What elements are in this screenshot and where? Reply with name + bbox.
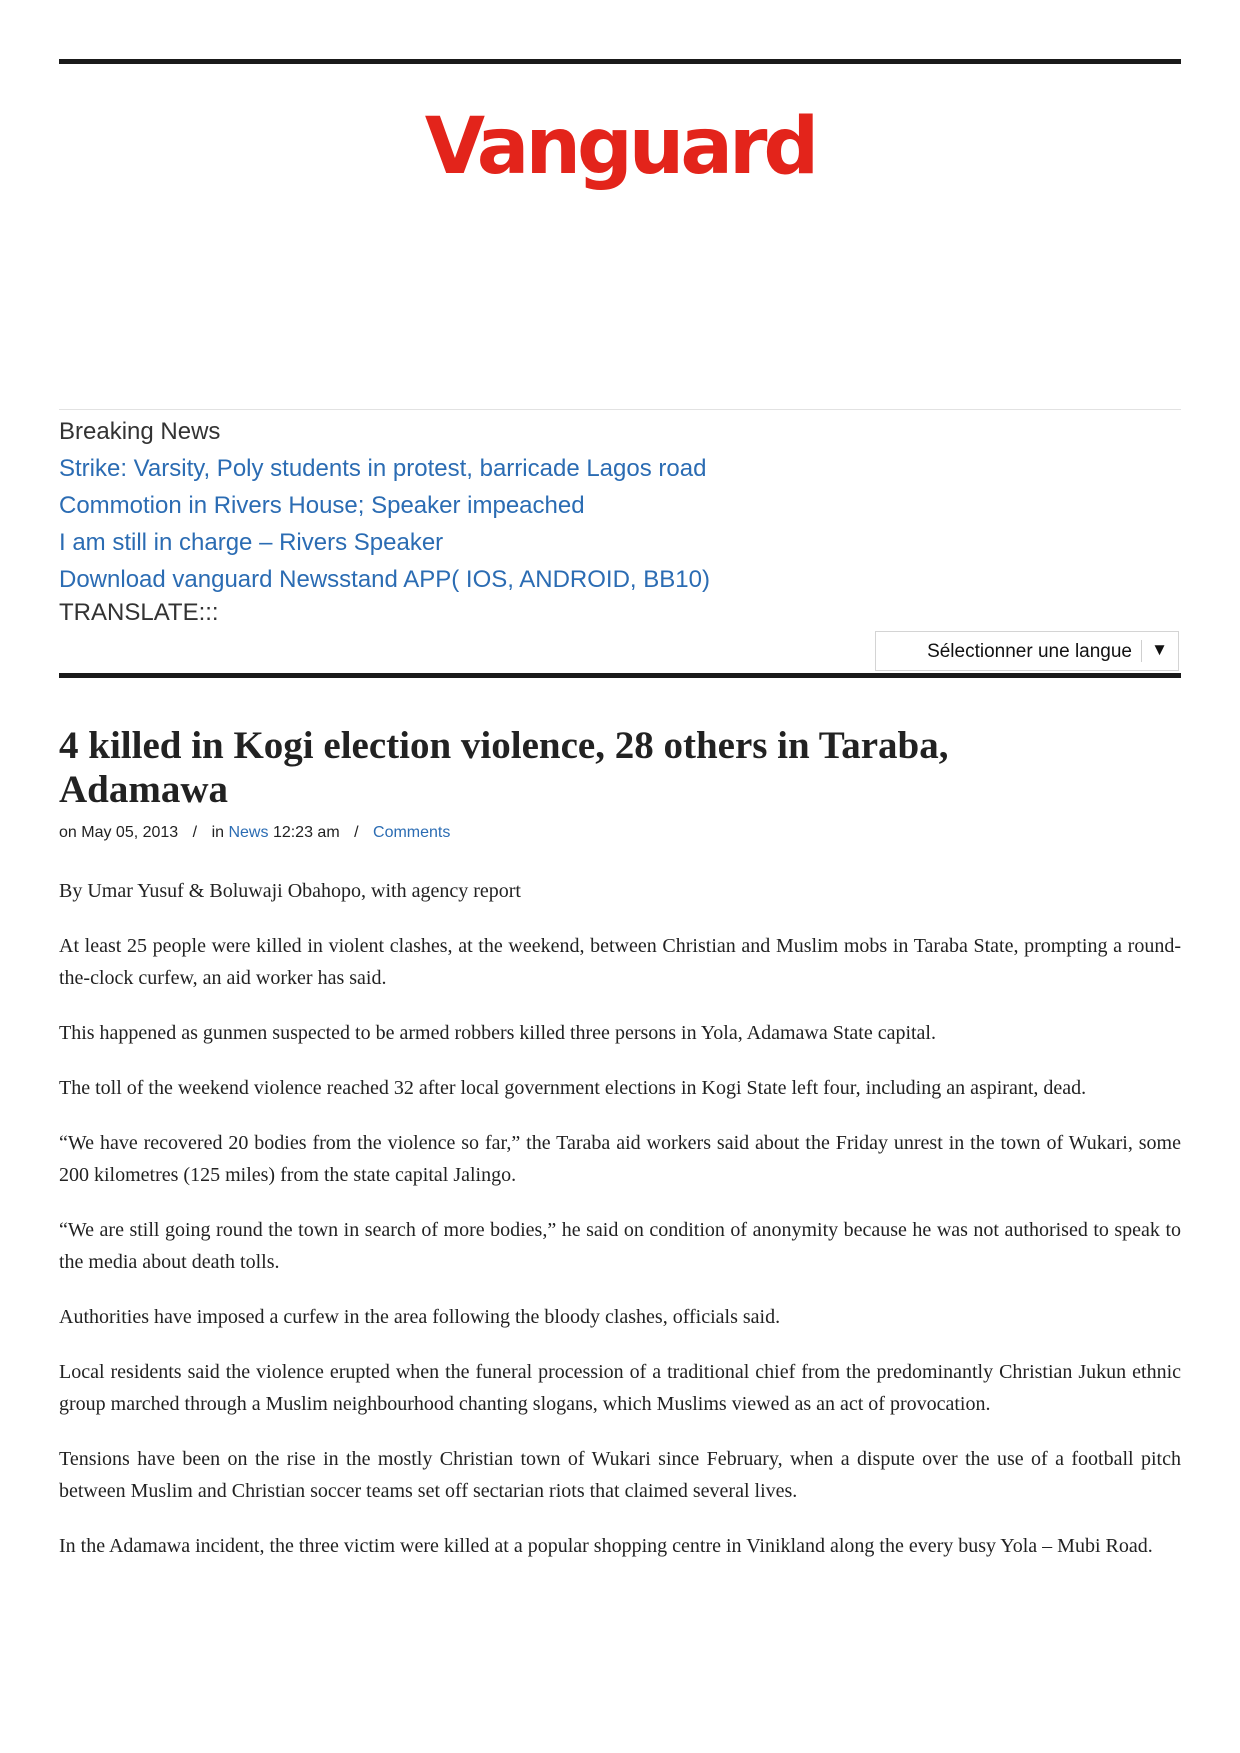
article-paragraph: This happened as gunmen suspected to be armed robbers killed three persons in Yola, Adamawa State capital. xyxy=(59,1022,936,1044)
meta-separator: / xyxy=(354,824,359,841)
article-paragraph: Local residents said the violence erupted when the funeral procession of a traditional chief from the predominantly Christian Jukun ethnic group marched through a Muslim neighbourhood chanting slogans, which Muslims viewed as an act of provocation. xyxy=(59,1361,1181,1415)
triangle-down-icon[interactable]: ▼ xyxy=(1151,640,1168,659)
article-paragraph: “We are still going round the town in search of more bodies,” he said on condition of anonymity because he was not authorised to speak to the media about death tolls. xyxy=(59,1219,1181,1273)
language-select-value[interactable]: Sélectionner une langue xyxy=(927,641,1132,662)
meta-in-prefix: in xyxy=(211,824,225,841)
select-separator xyxy=(1141,640,1142,662)
breaking-news-link[interactable]: Download vanguard Newsstand APP( IOS, ANDROID, BB10) xyxy=(59,566,710,593)
breaking-news-section xyxy=(59,413,1181,598)
vanguard-logo[interactable]: Vanguard xyxy=(424,102,816,192)
comments-link[interactable]: Comments xyxy=(373,824,451,841)
meta-time: 12:23 am xyxy=(272,824,340,841)
meta-date: May 05, 2013 xyxy=(81,824,179,841)
meta-on-prefix: on xyxy=(59,824,77,841)
translate-label: TRANSLATE::: xyxy=(59,599,219,626)
header-divider xyxy=(59,409,1181,410)
article-paragraph: Tensions have been on the rise in the mostly Christian town of Wukari since February, when a dispute over the use of a football pitch between Muslim and Christian soccer teams set off sectarian riots that claimed several lives. xyxy=(59,1448,1181,1502)
article-paragraph: “We have recovered 20 bodies from the violence so far,” the Taraba aid workers said about the Friday unrest in the town of Wukari, some 200 kilometres (125 miles) from the state capital Jalingo. xyxy=(59,1132,1181,1186)
article-paragraph: The toll of the weekend violence reached 32 after local government elections in Kogi State left four, including an aspirant, dead. xyxy=(59,1077,1087,1099)
category-link[interactable]: News xyxy=(228,824,269,841)
article-paragraph: Authorities have imposed a curfew in the area following the bloody clashes, officials said. xyxy=(59,1306,781,1328)
article-paragraph: At least 25 people were killed in violent clashes, at the weekend, between Christian and Muslim mobs in Taraba State, prompting a round-the-clock curfew, an aid worker has said. xyxy=(59,935,1181,989)
article-body xyxy=(59,875,1181,1585)
article-paragraph: In the Adamawa incident, the three victim were killed at a popular shopping centre in Vinikland along the every busy Yola – Mubi Road. xyxy=(59,1535,1153,1557)
language-select[interactable] xyxy=(875,631,1179,671)
breaking-news-link[interactable]: Commotion in Rivers House; Speaker impeached xyxy=(59,492,585,519)
meta-separator: / xyxy=(192,824,198,841)
article-byline: By Umar Yusuf & Boluwaji Obahopo, with agency report xyxy=(59,880,521,902)
breaking-news-link[interactable]: Strike: Varsity, Poly students in protest, barricade Lagos road xyxy=(59,455,707,482)
article-meta xyxy=(59,824,450,842)
breaking-news-label: Breaking News xyxy=(59,418,221,445)
article-headline: 4 killed in Kogi election violence, 28 others in Taraba, Adamawa xyxy=(59,724,949,811)
breaking-news-link[interactable]: I am still in charge – Rivers Speaker xyxy=(59,529,444,556)
article-divider xyxy=(59,673,1181,678)
top-divider xyxy=(59,59,1181,64)
